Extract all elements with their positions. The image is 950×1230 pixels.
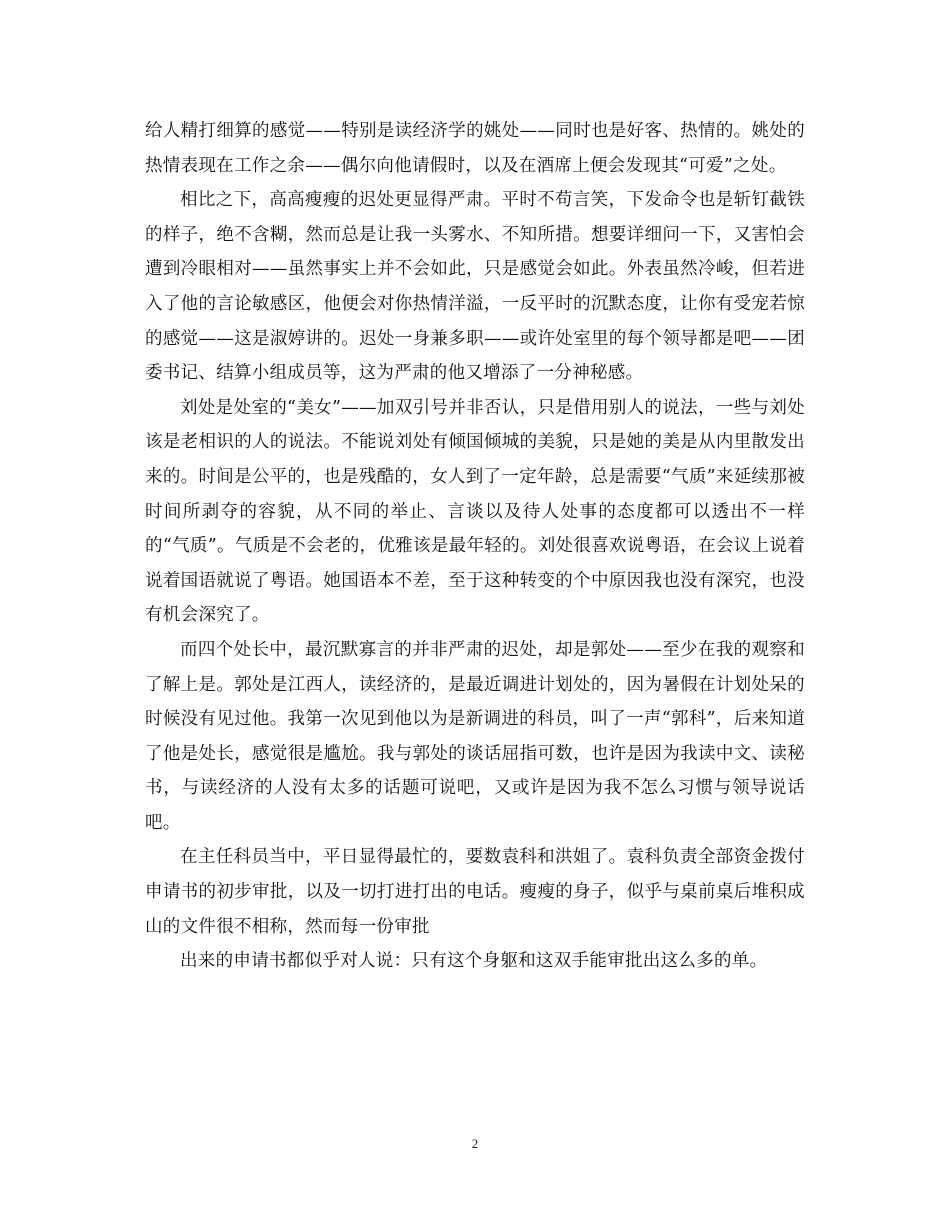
paragraph-2: 相比之下，高高瘦瘦的迟处更显得严肃。平时不苟言笑，下发命令也是斩钉截铁的样子，绝不含糊，然而总是让我一头雾水、不知所措。想要详细问一下，又害怕会遭到冷眼相对——虽然事实上并不会如此，只是感觉会如此。外表虽然冷峻，但若进入了他的言论敏感区，他便会对你热情洋溢，一反平时的沉默态度，让你有受宠若惊的感觉——这是淑婷讲的。迟处一身兼多职——或许处室里的每个领导都是吧——团委书记、结算小组成员等，这为严肃的他又增添了一分神秘感。 (145, 190, 805, 384)
paragraph-1: 给人精打细算的感觉——特别是读经济学的姚处——同时也是好客、热情的。姚处的热情表现在工作之余——偶尔向他请假时，以及在酒席上便会发现其“可爱”之处。 (145, 121, 805, 176)
page-number: 2 (471, 1136, 479, 1151)
paragraph-5: 在主任科员当中，平日显得最忙的，要数袁科和洪姐了。袁科负责全部资金拨付申请书的初步审批，以及一切打进打出的电话。瘦瘦的身子，似乎与桌前桌后堆积成山的文件很不相称，然而每一份审批 (145, 847, 805, 937)
paragraph-3: 刘处是处室的“美女”——加双引号并非否认，只是借用别人的说法，一些与刘处该是老相识的人的说法。不能说刘处有倾国倾城的美貌，只是她的美是从内里散发出来的。时间是公平的，也是残酷的，女人到了一定年龄，总是需要“气质”来延续那被时间所剥夺的容貌，从不同的举止、言谈以及待人处事的态度都可以透出不一样的“气质”。气质是不会老的，优雅该是最年轻的。刘处很喜欢说粤语，在会议上说着说着国语就说了粤语。她国语本不差，至于这种转变的个中原因我也没有深究，也没有机会深究了。 (145, 397, 805, 626)
paragraph-6: 出来的申请书都似乎对人说：只有这个身躯和这双手能审批出这么多的单。 (180, 951, 768, 972)
paragraph-4: 而四个处长中，最沉默寡言的并非严肃的迟处，却是郭处——至少在我的观察和了解上是。郭处是江西人，读经济的，是最近调进计划处的，因为暑假在计划处呆的时候没有见过他。我第一次见到他以为是新调进的科员，叫了一声“郭科”，后来知道了他是处长，感觉很是尴尬。我与郭处的谈话屈指可数，也许是因为我读中文、读秘书，与读经济的人没有太多的话题可说吧，又或许是因为我不怎么习惯与领导说话吧。 (145, 639, 805, 833)
document-body (145, 114, 805, 979)
